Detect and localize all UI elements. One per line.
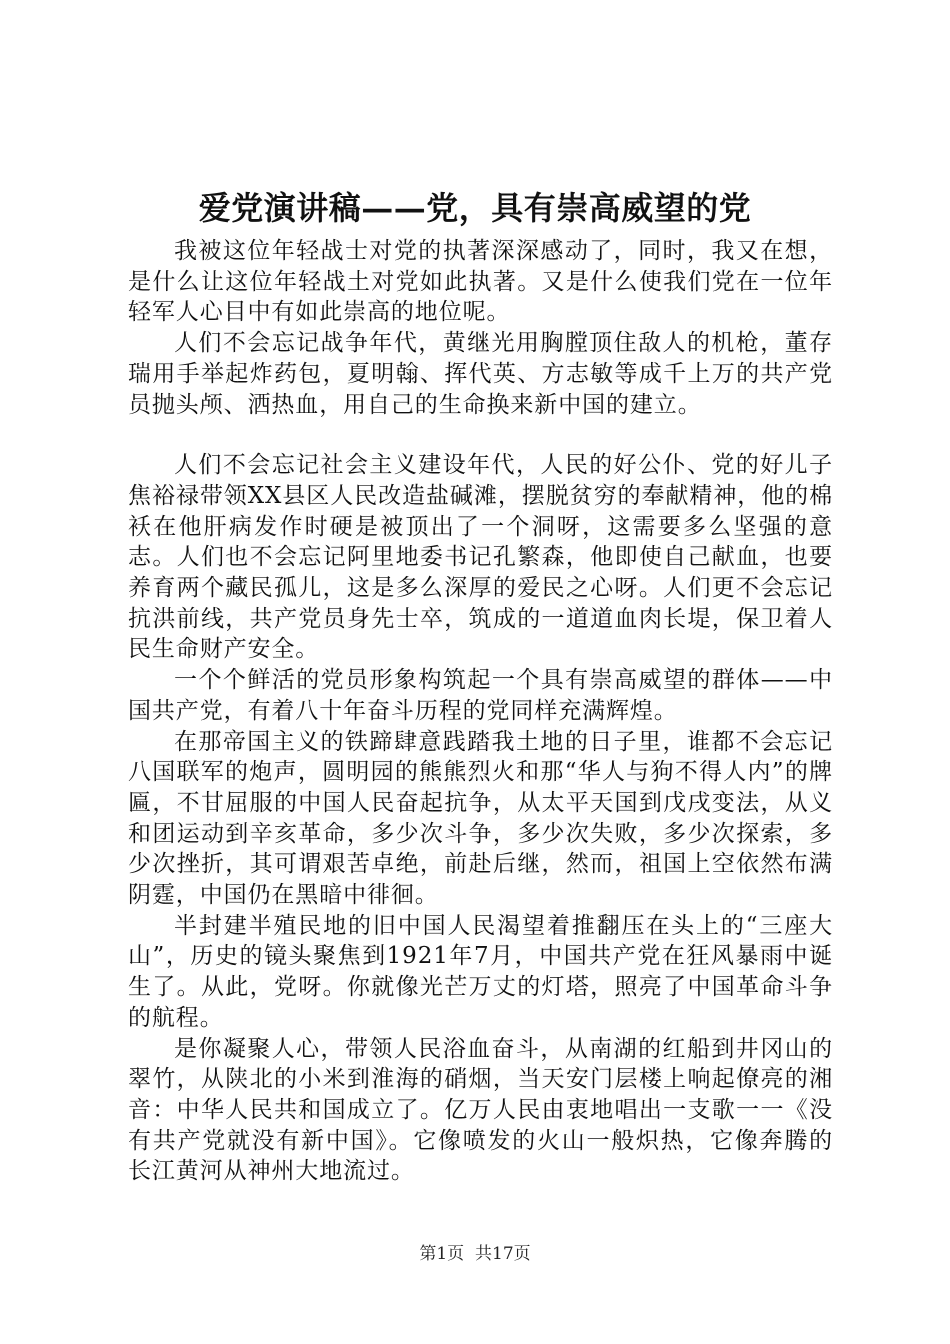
document-body [128, 236, 833, 1187]
paragraph: 我被这位年轻战士对党的执著深深感动了，同时，我又在想，是什么让这位年轻战土对党如此执著。又是什么使我们党在一位年轻军人心目中有如此崇高的地位呢。 [128, 238, 833, 326]
paragraph: 是你凝聚人心，带领人民浴血奋斗，从南湖的红船到井冈山的翠竹，从陕北的小米到淮海的硝烟，当天安门层楼上响起僚亮的湘音：中华人民共和国成立了。亿万人民由衷地唱出一支歌一一《没有共产党就没有新中国》。它像喷发的火山一般炽热，它像奔腾的长江黄河从神州大地流过。 [128, 1035, 833, 1185]
paragraph: 人们不会忘记社会主义建设年代，人民的好公仆、党的好儿子焦裕禄带领XX县区人民改造盐碱滩，摆脱贫穷的奉献精神，他的棉袄在他肝病发作时硬是被顶出了一个洞呀，这需要多么坚强的意志。人们也不会忘记阿里地委书记孔繁森，他即使自己献血，也要养育两个藏民孤儿，这是多么深厚的爱民之心呀。人们更不会忘记抗洪前线，共产党员身先士卒，筑成的一道道血肉长堤，保卫着人民生命财产安全。 [128, 452, 833, 663]
paragraph: 在那帝国主义的铁蹄肆意践踏我土地的日子里，谁都不会忘记八国联军的炮声，圆明园的熊熊烈火和那“华人与狗不得人内”的牌匾，不甘屈服的中国人民奋起抗争，从太平天国到戊戌变法，从义和团运动到辛亥革命，多少次斗争，多少次失败，多少次探索，多少次挫折，其可谓艰苦卓绝，前赴后继，然而，祖国上空依然布满阴霆，中国仍在黑暗中徘徊。 [128, 728, 833, 909]
page-number: 第1页 [419, 1244, 465, 1264]
page-total: 共17页 [475, 1244, 531, 1264]
page-footer [0, 1242, 950, 1266]
document-title: 爱党演讲稿——党，具有崇高威望的党 [198, 189, 752, 227]
paragraph: 一个个鲜活的党员形象构筑起一个具有崇高威望的群体——中国共产党，有着八十年奋斗历程的党同样充满辉煌。 [128, 667, 833, 724]
paragraph: 人们不会忘记战争年代，黄继光用胸膛顶住敌人的机枪，董存瑞用手举起炸药包，夏明翰、挥代英、方志敏等成千上万的共产党员抛头颅、洒热血，用自己的生命换来新中国的建立。 [128, 330, 833, 418]
paragraph: 半封建半殖民地的旧中国人民渴望着推翻压在头上的“三座大山”，历史的镜头聚焦到1921年7月，中国共产党在狂风暴雨中诞生了。从此，党呀。你就像光芒万丈的灯塔，照亮了中国革命斗争的航程。 [128, 912, 833, 1031]
